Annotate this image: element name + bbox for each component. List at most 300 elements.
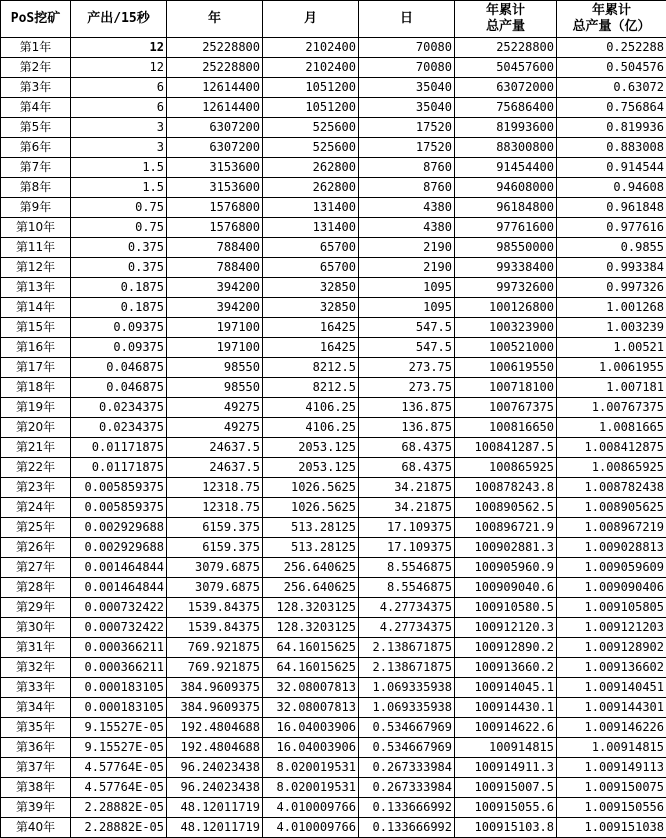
cell-year-output: 6307200 <box>167 118 263 138</box>
cell-year-label: 第26年 <box>1 538 71 558</box>
cell-cumulative-total-yi: 0.977616 <box>557 218 666 238</box>
cell-cumulative-total: 100718100 <box>455 378 557 398</box>
cell-day-output: 136.875 <box>359 418 455 438</box>
cell-year-output: 1576800 <box>167 198 263 218</box>
cell-month-output: 65700 <box>263 238 359 258</box>
table-row <box>1 338 666 358</box>
cell-year-label: 第13年 <box>1 278 71 298</box>
cell-cumulative-total: 100841287.5 <box>455 438 557 458</box>
cell-year-output: 25228800 <box>167 58 263 78</box>
cell-year-label: 第11年 <box>1 238 71 258</box>
cell-year-label: 第28年 <box>1 578 71 598</box>
cell-year-output: 49275 <box>167 398 263 418</box>
cell-day-output: 2190 <box>359 258 455 278</box>
cell-output-per-15s: 3 <box>71 138 167 158</box>
cell-month-output: 2102400 <box>263 58 359 78</box>
cell-cumulative-total-yi: 0.997326 <box>557 278 666 298</box>
table-row <box>1 458 666 478</box>
cell-day-output: 0.133666992 <box>359 798 455 818</box>
cell-month-output: 1051200 <box>263 78 359 98</box>
cell-cumulative-total: 100865925 <box>455 458 557 478</box>
cell-month-output: 1051200 <box>263 98 359 118</box>
header-output-per-15s: 产出/15秒 <box>71 1 167 38</box>
cell-output-per-15s: 0.001464844 <box>71 558 167 578</box>
cell-cumulative-total-yi: 0.993384 <box>557 258 666 278</box>
cell-year-label: 第4年 <box>1 98 71 118</box>
cell-year-label: 第7年 <box>1 158 71 178</box>
cell-output-per-15s: 0.002929688 <box>71 538 167 558</box>
cell-day-output: 17.109375 <box>359 538 455 558</box>
cell-year-output: 384.9609375 <box>167 698 263 718</box>
cell-cumulative-total-yi: 0.883008 <box>557 138 666 158</box>
cell-month-output: 513.28125 <box>263 538 359 558</box>
cell-day-output: 1.069335938 <box>359 698 455 718</box>
table-row <box>1 358 666 378</box>
cell-year-label: 第40年 <box>1 818 71 838</box>
cell-month-output: 65700 <box>263 258 359 278</box>
cell-month-output: 2053.125 <box>263 458 359 478</box>
cell-year-label: 第27年 <box>1 558 71 578</box>
cell-year-output: 12614400 <box>167 98 263 118</box>
cell-year-label: 第15年 <box>1 318 71 338</box>
cell-year-output: 384.9609375 <box>167 678 263 698</box>
cell-day-output: 8760 <box>359 158 455 178</box>
cell-output-per-15s: 2.28882E-05 <box>71 818 167 838</box>
cell-output-per-15s: 6 <box>71 98 167 118</box>
cell-cumulative-total-yi: 0.504576 <box>557 58 666 78</box>
cell-cumulative-total: 100915103.8 <box>455 818 557 838</box>
cell-cumulative-total-yi: 0.914544 <box>557 158 666 178</box>
table-row <box>1 98 666 118</box>
cell-day-output: 8.5546875 <box>359 578 455 598</box>
cell-cumulative-total-yi: 0.819936 <box>557 118 666 138</box>
cell-output-per-15s: 0.1875 <box>71 278 167 298</box>
cell-year-label: 第1年 <box>1 38 71 58</box>
cell-month-output: 64.16015625 <box>263 658 359 678</box>
cell-year-output: 12318.75 <box>167 498 263 518</box>
cell-cumulative-total-yi: 1.009151038 <box>557 818 666 838</box>
cell-cumulative-total: 100914430.1 <box>455 698 557 718</box>
cell-cumulative-total: 100619550 <box>455 358 557 378</box>
table-row <box>1 198 666 218</box>
header-cumulative-total: 年累计 总产量 <box>455 1 557 38</box>
cell-year-label: 第36年 <box>1 738 71 758</box>
cell-month-output: 1026.5625 <box>263 478 359 498</box>
cell-month-output: 8.020019531 <box>263 758 359 778</box>
cell-cumulative-total: 100914815 <box>455 738 557 758</box>
cell-cumulative-total: 50457600 <box>455 58 557 78</box>
header-day: 日 <box>359 1 455 38</box>
table-row <box>1 658 666 678</box>
cell-cumulative-total-yi: 1.003239 <box>557 318 666 338</box>
cell-year-label: 第33年 <box>1 678 71 698</box>
table-row <box>1 398 666 418</box>
cell-cumulative-total-yi: 0.94608 <box>557 178 666 198</box>
cell-day-output: 34.21875 <box>359 498 455 518</box>
cell-cumulative-total: 100905960.9 <box>455 558 557 578</box>
table-row <box>1 778 666 798</box>
table-row <box>1 298 666 318</box>
cell-year-label: 第18年 <box>1 378 71 398</box>
cell-year-label: 第24年 <box>1 498 71 518</box>
cell-output-per-15s: 0.1875 <box>71 298 167 318</box>
cell-year-label: 第5年 <box>1 118 71 138</box>
table-row <box>1 418 666 438</box>
table-row <box>1 58 666 78</box>
cell-day-output: 8.5546875 <box>359 558 455 578</box>
cell-output-per-15s: 9.15527E-05 <box>71 738 167 758</box>
cell-output-per-15s: 0.375 <box>71 238 167 258</box>
cell-cumulative-total: 75686400 <box>455 98 557 118</box>
cell-output-per-15s: 1.5 <box>71 178 167 198</box>
cell-year-output: 96.24023438 <box>167 758 263 778</box>
cell-year-label: 第31年 <box>1 638 71 658</box>
table-row <box>1 218 666 238</box>
cell-cumulative-total-yi: 1.00914815 <box>557 738 666 758</box>
cell-year-output: 769.921875 <box>167 658 263 678</box>
cell-cumulative-total-yi: 1.009090406 <box>557 578 666 598</box>
cell-cumulative-total: 99732600 <box>455 278 557 298</box>
cell-day-output: 17.109375 <box>359 518 455 538</box>
table-row <box>1 798 666 818</box>
cell-month-output: 32850 <box>263 278 359 298</box>
cell-month-output: 128.3203125 <box>263 598 359 618</box>
cell-year-output: 3079.6875 <box>167 558 263 578</box>
cell-year-output: 788400 <box>167 258 263 278</box>
table-row <box>1 278 666 298</box>
cell-year-output: 25228800 <box>167 38 263 58</box>
cell-output-per-15s: 0.000183105 <box>71 698 167 718</box>
cell-cumulative-total: 100878243.8 <box>455 478 557 498</box>
cell-year-label: 第20年 <box>1 418 71 438</box>
cell-cumulative-total: 100902881.3 <box>455 538 557 558</box>
cell-cumulative-total-yi: 0.9855 <box>557 238 666 258</box>
cell-year-output: 197100 <box>167 318 263 338</box>
cell-cumulative-total: 88300800 <box>455 138 557 158</box>
cell-cumulative-total: 25228800 <box>455 38 557 58</box>
cell-cumulative-total-yi: 1.008905625 <box>557 498 666 518</box>
table-row <box>1 158 666 178</box>
table-row <box>1 318 666 338</box>
cell-year-label: 第10年 <box>1 218 71 238</box>
cell-year-label: 第19年 <box>1 398 71 418</box>
cell-cumulative-total-yi: 0.961848 <box>557 198 666 218</box>
cell-month-output: 4.010009766 <box>263 798 359 818</box>
cell-cumulative-total: 100915007.5 <box>455 778 557 798</box>
cell-year-label: 第14年 <box>1 298 71 318</box>
cell-output-per-15s: 3 <box>71 118 167 138</box>
table-row <box>1 558 666 578</box>
cell-day-output: 4380 <box>359 198 455 218</box>
cell-output-per-15s: 0.000183105 <box>71 678 167 698</box>
cell-month-output: 32.08007813 <box>263 678 359 698</box>
cell-year-label: 第22年 <box>1 458 71 478</box>
cell-year-label: 第8年 <box>1 178 71 198</box>
table-row <box>1 498 666 518</box>
cell-year-label: 第39年 <box>1 798 71 818</box>
cell-year-label: 第16年 <box>1 338 71 358</box>
cell-month-output: 262800 <box>263 158 359 178</box>
cell-cumulative-total-yi: 1.008412875 <box>557 438 666 458</box>
cell-year-label: 第25年 <box>1 518 71 538</box>
header-row <box>1 1 666 38</box>
cell-month-output: 513.28125 <box>263 518 359 538</box>
cell-output-per-15s: 0.000366211 <box>71 658 167 678</box>
cell-cumulative-total-yi: 1.007181 <box>557 378 666 398</box>
cell-cumulative-total-yi: 1.009146226 <box>557 718 666 738</box>
cell-day-output: 8760 <box>359 178 455 198</box>
cell-day-output: 0.534667969 <box>359 738 455 758</box>
cell-day-output: 70080 <box>359 58 455 78</box>
cell-cumulative-total: 100914045.1 <box>455 678 557 698</box>
header-year: 年 <box>167 1 263 38</box>
table-row <box>1 638 666 658</box>
cell-cumulative-total: 100910580.5 <box>455 598 557 618</box>
cell-month-output: 16.04003906 <box>263 738 359 758</box>
header-cumulative-total-yi: 年累计 总产量（亿） <box>557 1 666 38</box>
cell-year-output: 769.921875 <box>167 638 263 658</box>
cell-year-label: 第21年 <box>1 438 71 458</box>
cell-cumulative-total: 100914622.6 <box>455 718 557 738</box>
cell-output-per-15s: 0.001464844 <box>71 578 167 598</box>
cell-cumulative-total: 100914911.3 <box>455 758 557 778</box>
cell-month-output: 16425 <box>263 318 359 338</box>
cell-month-output: 4106.25 <box>263 398 359 418</box>
cell-month-output: 16425 <box>263 338 359 358</box>
cell-year-output: 12614400 <box>167 78 263 98</box>
cell-cumulative-total-yi: 1.009144301 <box>557 698 666 718</box>
cell-year-output: 98550 <box>167 358 263 378</box>
cell-year-output: 6159.375 <box>167 518 263 538</box>
cell-cumulative-total-yi: 0.756864 <box>557 98 666 118</box>
cell-cumulative-total: 100521000 <box>455 338 557 358</box>
cell-day-output: 34.21875 <box>359 478 455 498</box>
cell-cumulative-total-yi: 1.0081665 <box>557 418 666 438</box>
cell-day-output: 1095 <box>359 298 455 318</box>
cell-year-label: 第3年 <box>1 78 71 98</box>
cell-year-output: 192.4804688 <box>167 738 263 758</box>
cell-cumulative-total-yi: 1.008967219 <box>557 518 666 538</box>
cell-output-per-15s: 0.000732422 <box>71 598 167 618</box>
cell-cumulative-total-yi: 1.009121203 <box>557 618 666 638</box>
cell-month-output: 8.020019531 <box>263 778 359 798</box>
cell-output-per-15s: 12 <box>71 38 167 58</box>
cell-output-per-15s: 0.002929688 <box>71 518 167 538</box>
cell-day-output: 35040 <box>359 98 455 118</box>
cell-day-output: 2190 <box>359 238 455 258</box>
cell-year-output: 1539.84375 <box>167 598 263 618</box>
cell-output-per-15s: 9.15527E-05 <box>71 718 167 738</box>
header-pos-mining: PoS挖矿 <box>1 1 71 38</box>
cell-month-output: 256.640625 <box>263 558 359 578</box>
cell-day-output: 70080 <box>359 38 455 58</box>
table-row <box>1 718 666 738</box>
cell-day-output: 273.75 <box>359 378 455 398</box>
cell-year-output: 192.4804688 <box>167 718 263 738</box>
cell-year-output: 1539.84375 <box>167 618 263 638</box>
cell-cumulative-total-yi: 1.0061955 <box>557 358 666 378</box>
cell-year-output: 48.12011719 <box>167 818 263 838</box>
cell-cumulative-total: 99338400 <box>455 258 557 278</box>
cell-month-output: 131400 <box>263 218 359 238</box>
cell-month-output: 1026.5625 <box>263 498 359 518</box>
table-row <box>1 518 666 538</box>
cell-output-per-15s: 4.57764E-05 <box>71 778 167 798</box>
cell-year-output: 394200 <box>167 298 263 318</box>
cell-output-per-15s: 6 <box>71 78 167 98</box>
cell-year-label: 第32年 <box>1 658 71 678</box>
cell-day-output: 0.534667969 <box>359 718 455 738</box>
cell-output-per-15s: 0.000732422 <box>71 618 167 638</box>
table-row <box>1 178 666 198</box>
cell-cumulative-total: 100767375 <box>455 398 557 418</box>
cell-cumulative-total: 100126800 <box>455 298 557 318</box>
cell-cumulative-total: 100915055.6 <box>455 798 557 818</box>
cell-output-per-15s: 0.75 <box>71 198 167 218</box>
table-row <box>1 678 666 698</box>
cell-month-output: 8212.5 <box>263 358 359 378</box>
cell-cumulative-total: 100323900 <box>455 318 557 338</box>
cell-day-output: 2.138671875 <box>359 658 455 678</box>
table-row <box>1 138 666 158</box>
cell-output-per-15s: 0.75 <box>71 218 167 238</box>
cell-year-output: 6307200 <box>167 138 263 158</box>
cell-output-per-15s: 0.005859375 <box>71 478 167 498</box>
cell-year-output: 3153600 <box>167 178 263 198</box>
cell-output-per-15s: 4.57764E-05 <box>71 758 167 778</box>
cell-month-output: 131400 <box>263 198 359 218</box>
cell-month-output: 16.04003906 <box>263 718 359 738</box>
cell-year-output: 24637.5 <box>167 458 263 478</box>
cell-day-output: 17520 <box>359 118 455 138</box>
cell-month-output: 32.08007813 <box>263 698 359 718</box>
cell-cumulative-total-yi: 1.009140451 <box>557 678 666 698</box>
cell-day-output: 273.75 <box>359 358 455 378</box>
cell-year-label: 第12年 <box>1 258 71 278</box>
cell-day-output: 4.27734375 <box>359 618 455 638</box>
cell-year-output: 96.24023438 <box>167 778 263 798</box>
cell-cumulative-total-yi: 1.009149113 <box>557 758 666 778</box>
cell-output-per-15s: 0.0234375 <box>71 418 167 438</box>
cell-output-per-15s: 2.28882E-05 <box>71 798 167 818</box>
cell-year-output: 98550 <box>167 378 263 398</box>
cell-day-output: 1095 <box>359 278 455 298</box>
cell-month-output: 525600 <box>263 138 359 158</box>
table-row <box>1 438 666 458</box>
cell-month-output: 2053.125 <box>263 438 359 458</box>
cell-output-per-15s: 0.09375 <box>71 338 167 358</box>
cell-output-per-15s: 0.005859375 <box>71 498 167 518</box>
cell-month-output: 4106.25 <box>263 418 359 438</box>
table-row <box>1 538 666 558</box>
cell-cumulative-total: 100913660.2 <box>455 658 557 678</box>
cell-year-output: 12318.75 <box>167 478 263 498</box>
cell-day-output: 0.133666992 <box>359 818 455 838</box>
cell-day-output: 1.069335938 <box>359 678 455 698</box>
cell-output-per-15s: 0.000366211 <box>71 638 167 658</box>
cell-cumulative-total: 98550000 <box>455 238 557 258</box>
cell-cumulative-total-yi: 1.009128902 <box>557 638 666 658</box>
cell-output-per-15s: 0.0234375 <box>71 398 167 418</box>
cell-cumulative-total-yi: 0.252288 <box>557 38 666 58</box>
table-row <box>1 378 666 398</box>
cell-year-output: 48.12011719 <box>167 798 263 818</box>
cell-cumulative-total-yi: 1.00521 <box>557 338 666 358</box>
table-row <box>1 758 666 778</box>
cell-cumulative-total-yi: 1.009105805 <box>557 598 666 618</box>
cell-year-label: 第23年 <box>1 478 71 498</box>
cell-day-output: 68.4375 <box>359 458 455 478</box>
cell-cumulative-total: 100890562.5 <box>455 498 557 518</box>
cell-year-label: 第34年 <box>1 698 71 718</box>
cell-output-per-15s: 0.01171875 <box>71 438 167 458</box>
cell-year-output: 788400 <box>167 238 263 258</box>
cell-day-output: 4.27734375 <box>359 598 455 618</box>
cell-year-label: 第17年 <box>1 358 71 378</box>
cell-day-output: 4380 <box>359 218 455 238</box>
cell-year-label: 第37年 <box>1 758 71 778</box>
table-row <box>1 238 666 258</box>
cell-cumulative-total-yi: 1.009059609 <box>557 558 666 578</box>
cell-year-label: 第38年 <box>1 778 71 798</box>
cell-cumulative-total: 97761600 <box>455 218 557 238</box>
cell-cumulative-total-yi: 1.009028813 <box>557 538 666 558</box>
cell-year-label: 第30年 <box>1 618 71 638</box>
cell-cumulative-total-yi: 1.009136602 <box>557 658 666 678</box>
cell-year-label: 第2年 <box>1 58 71 78</box>
cell-cumulative-total-yi: 1.009150075 <box>557 778 666 798</box>
cell-output-per-15s: 0.046875 <box>71 378 167 398</box>
table-row <box>1 598 666 618</box>
cell-cumulative-total: 91454400 <box>455 158 557 178</box>
cell-output-per-15s: 0.046875 <box>71 358 167 378</box>
cell-cumulative-total-yi: 1.008782438 <box>557 478 666 498</box>
cell-year-label: 第35年 <box>1 718 71 738</box>
table-row <box>1 478 666 498</box>
table-row <box>1 118 666 138</box>
cell-month-output: 64.16015625 <box>263 638 359 658</box>
cell-output-per-15s: 1.5 <box>71 158 167 178</box>
cell-cumulative-total-yi: 1.009150556 <box>557 798 666 818</box>
cell-year-label: 第6年 <box>1 138 71 158</box>
table-row <box>1 38 666 58</box>
cell-cumulative-total-yi: 1.00767375 <box>557 398 666 418</box>
table-row <box>1 738 666 758</box>
cell-output-per-15s: 0.09375 <box>71 318 167 338</box>
cell-output-per-15s: 12 <box>71 58 167 78</box>
cell-month-output: 262800 <box>263 178 359 198</box>
cell-cumulative-total: 100912890.2 <box>455 638 557 658</box>
cell-month-output: 256.640625 <box>263 578 359 598</box>
cell-month-output: 4.010009766 <box>263 818 359 838</box>
cell-cumulative-total: 81993600 <box>455 118 557 138</box>
cell-year-output: 49275 <box>167 418 263 438</box>
cell-month-output: 525600 <box>263 118 359 138</box>
cell-output-per-15s: 0.01171875 <box>71 458 167 478</box>
cell-cumulative-total: 100912120.3 <box>455 618 557 638</box>
cell-cumulative-total: 63072000 <box>455 78 557 98</box>
cell-day-output: 17520 <box>359 138 455 158</box>
cell-cumulative-total: 100909040.6 <box>455 578 557 598</box>
cell-day-output: 547.5 <box>359 318 455 338</box>
cell-day-output: 547.5 <box>359 338 455 358</box>
cell-month-output: 2102400 <box>263 38 359 58</box>
table-row <box>1 78 666 98</box>
cell-year-output: 394200 <box>167 278 263 298</box>
cell-cumulative-total-yi: 1.001268 <box>557 298 666 318</box>
cell-cumulative-total: 96184800 <box>455 198 557 218</box>
header-month: 月 <box>263 1 359 38</box>
